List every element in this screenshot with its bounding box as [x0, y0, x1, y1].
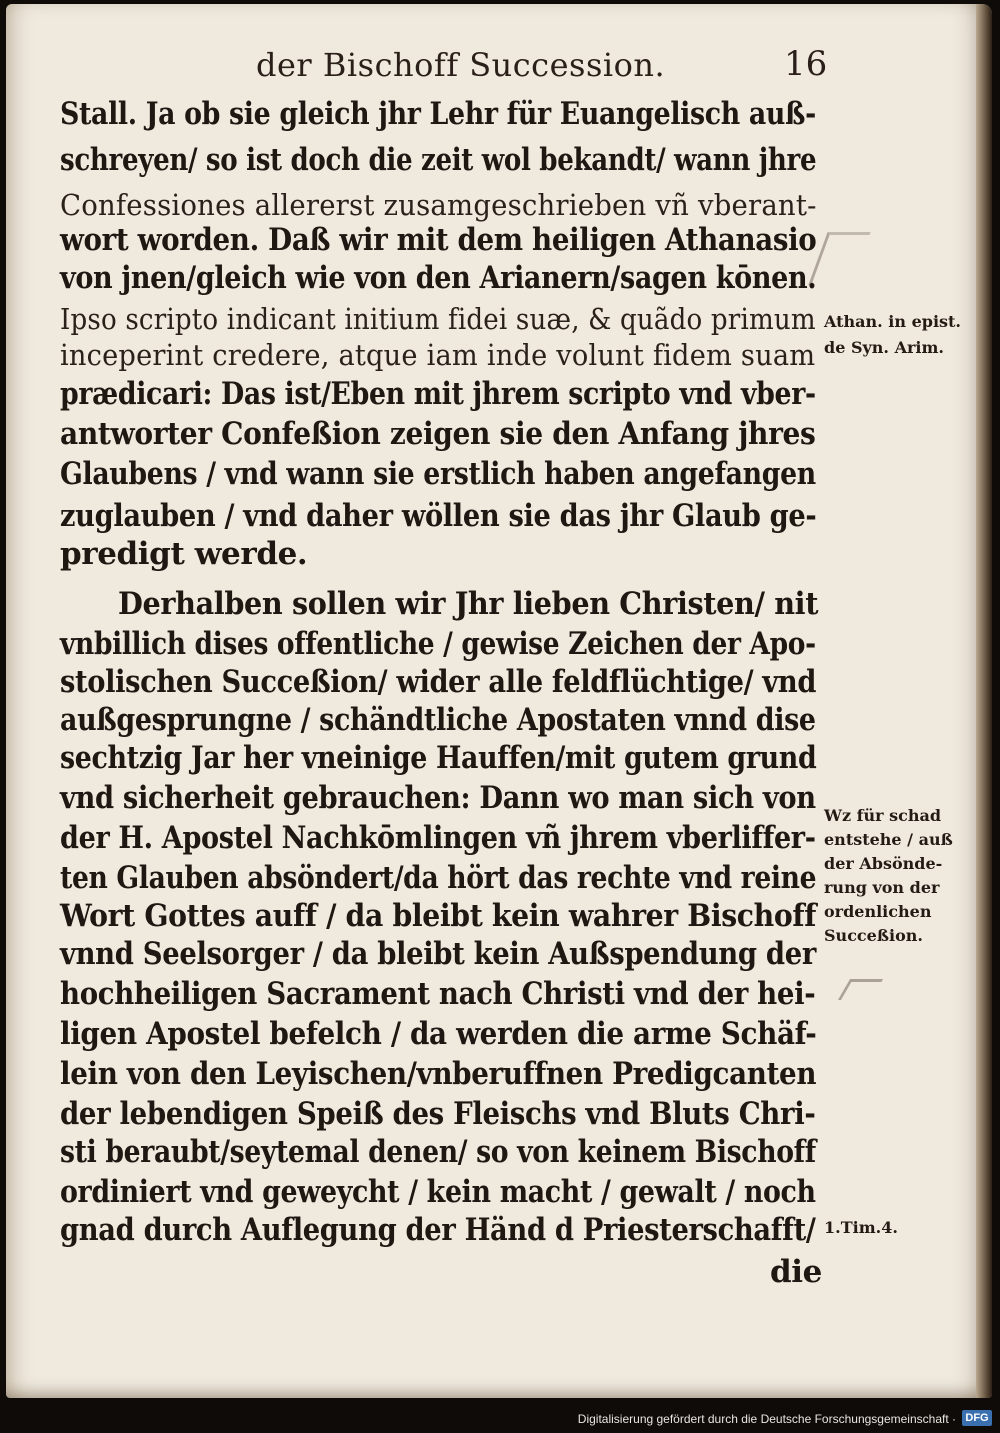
footer-credit: Digitalisierung gefördert durch die Deutsche Forschungsgemeinschaft ·	[577, 1412, 956, 1426]
text-line: hochheiligen Sacrament nach Christi vnd der hei-	[60, 976, 816, 1012]
text-line: ordiniert vnd geweycht / kein macht / gewalt / noch	[60, 1174, 816, 1210]
margin-ornament	[808, 232, 870, 285]
margin-note: Succeßion.	[824, 926, 923, 945]
margin-ornament	[838, 979, 883, 1000]
text-line: antworter Confeßion zeigen sie den Anfang jhres	[60, 416, 816, 452]
text-line: der H. Apostel Nachkōmlingen vñ jhrem vberliffer-	[60, 820, 816, 856]
text-line: stolischen Succeßion/ wider alle feldflüchtige/ vnd	[60, 664, 817, 700]
text-line: wort worden. Daß wir mit dem heiligen Athanasio	[60, 222, 817, 258]
margin-note: 1.Tim.4.	[824, 1218, 898, 1237]
margin-note: Athan. in epist.	[824, 312, 961, 331]
book-page	[6, 4, 992, 1398]
margin-note: de Syn. Arim.	[824, 338, 944, 357]
catchword: die	[770, 1254, 822, 1290]
paragraph-start-line: Derhalben sollen wir Jhr lieben Christen/ nit	[118, 586, 819, 622]
text-line: zuglauben / vnd daher wöllen sie das jhr Glaub ge-	[60, 498, 817, 534]
text-line: Glaubens / vnd wann sie erstlich haben angefangen	[60, 456, 816, 492]
text-line: Confessiones allererst zusamgeschrieben vñ vberant-	[60, 188, 817, 222]
text-line: sti beraubt/seytemal denen/ so von keinem Bischoff	[60, 1134, 816, 1170]
text-line: Ipso scripto indicant initium fidei suæ, & quãdo primum	[60, 302, 816, 336]
text-line: Stall. Ja ob sie gleich jhr Lehr für Euangelisch auß-	[60, 96, 816, 132]
text-line: inceperint credere, atque iam inde volunt fidem suam	[60, 338, 816, 372]
text-line: außgesprungne / schändtliche Apostaten vnnd dise	[60, 702, 816, 738]
text-line: vnnd Seelsorger / da bleibt kein Außspendung der	[60, 936, 816, 972]
text-line: prædicari: Das ist/Eben mit jhrem scripto vnd vber-	[60, 376, 816, 412]
margin-note: Wz für schad	[824, 806, 942, 825]
page-number: 16	[784, 44, 828, 84]
text-line: ten Glauben absöndert/da hört das rechte vnd reine	[60, 860, 817, 896]
margin-note: rung von der	[824, 878, 940, 897]
text-line: sechtzig Jar her vneinige Hauffen/mit gutem grund	[60, 740, 817, 776]
margin-note: ordenlichen	[824, 902, 932, 921]
text-line: der lebendigen Speiß des Fleischs vnd Bluts Chri-	[60, 1096, 816, 1132]
text-line: Wort Gottes auff / da bleibt kein wahrer Bischoff	[60, 898, 817, 934]
margin-note: der Absönde-	[824, 854, 943, 873]
text-line: gnad durch Auflegung der Händ d Priesterschafft/	[60, 1212, 816, 1248]
running-head: der Bischoff Succession.	[256, 46, 666, 84]
text-line: schreyen/ so ist doch die zeit wol bekandt/ wann jhre	[60, 142, 817, 178]
text-line: ligen Apostel befelch / da werden die arme Schäf-	[60, 1016, 817, 1052]
page-gutter	[976, 4, 992, 1398]
margin-note: entstehe / auß	[824, 830, 953, 849]
text-line: von jnen/gleich wie von den Arianern/sagen kōnen.	[60, 260, 817, 296]
text-line: vnbillich dises offentliche / gewise Zeichen der Apo-	[60, 626, 816, 662]
text-line: lein von den Leyischen/vnberuffnen Predigcanten	[60, 1056, 817, 1092]
text-line: predigt werde.	[60, 536, 308, 572]
text-line: vnd sicherheit gebrauchen: Dann wo man sich von	[60, 780, 816, 816]
dfg-logo-icon[interactable]: DFG	[962, 1410, 992, 1426]
